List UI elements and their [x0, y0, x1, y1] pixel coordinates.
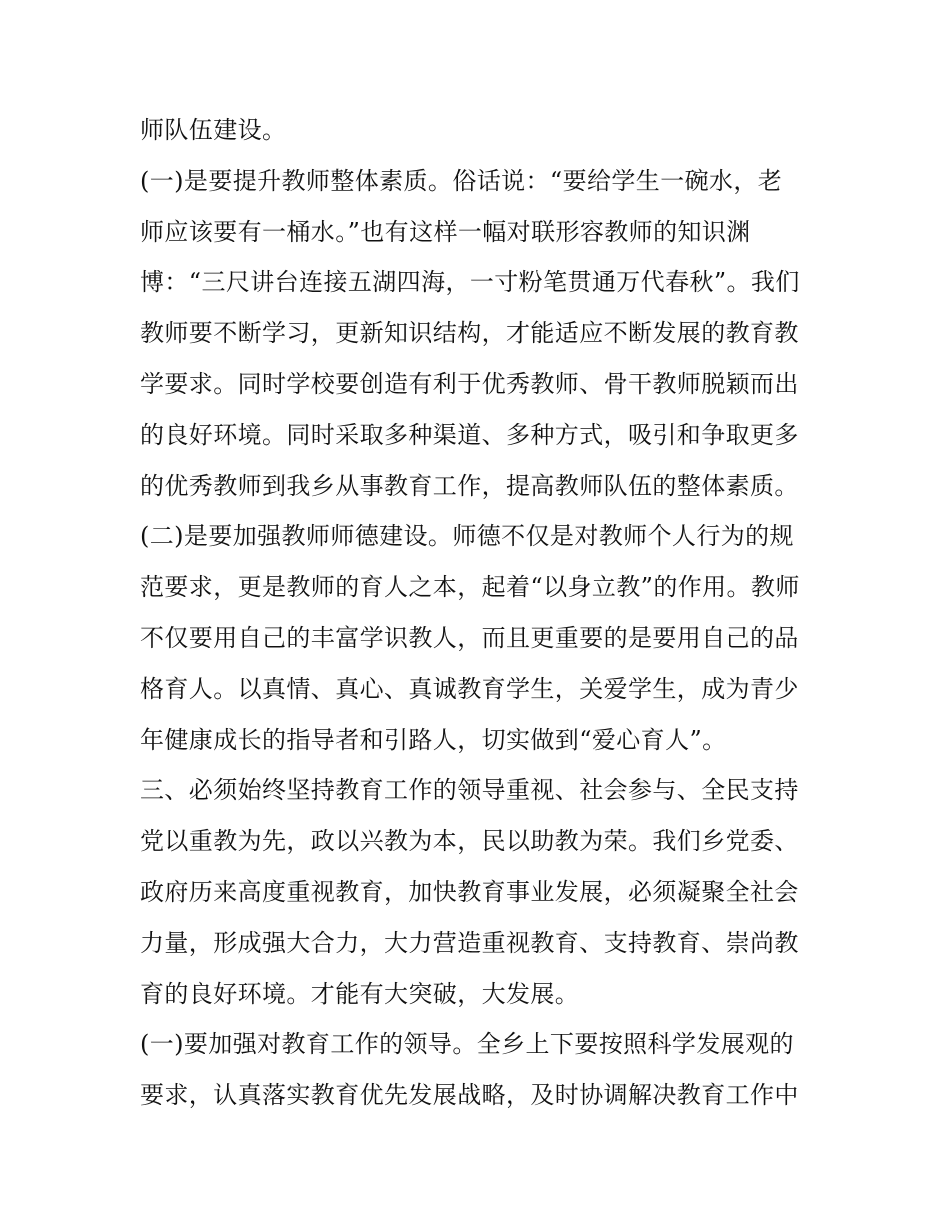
text-line: (一)是要提升教师整体素质。俗话说：“要给学生一碗水，老 [140, 166, 783, 195]
text-line: 范要求，更是教师的育人之本，起着“以身立教”的作用。教师 [140, 573, 800, 602]
text-line: 的良好环境。同时采取多种渠道、多种方式，吸引和争取更多 [140, 420, 799, 449]
document-body [140, 105, 812, 1121]
text-line: 教师要不断学习，更新知识结构，才能适应不断发展的教育教 [140, 319, 799, 348]
text-line: (一)要加强对教育工作的领导。全乡上下要按照科学发展观的 [140, 1030, 794, 1059]
text-line: 要求，认真落实教育优先发展战略，及时协调解决教育工作中 [140, 1081, 799, 1110]
text-line: 师队伍建设。 [140, 116, 287, 144]
text-line: 年健康成长的指导者和引路人，切实做到“爱心育人”。 [140, 725, 727, 754]
text-line: 博：“三尺讲台连接五湖四海，一寸粉笔贯通万代春秋”。我们 [140, 268, 800, 297]
text-line: 学要求。同时学校要创造有利于优秀教师、骨干教师脱颖而出 [140, 369, 799, 398]
text-line: 的优秀教师到我乡从事教育工作，提高教师队伍的整体素质。 [140, 471, 799, 500]
text-line: 党以重教为先，政以兴教为本，民以助教为荣。我们乡党委、 [140, 827, 799, 856]
text-line: 力量，形成强大合力，大力营造重视教育、支持教育、崇尚教 [140, 928, 799, 957]
text-line: (二)是要加强教师师德建设。师德不仅是对教师个人行为的规 [140, 522, 794, 551]
text-line: 政府历来高度重视教育，加快教育事业发展，必须凝聚全社会 [140, 877, 799, 906]
text-line: 不仅要用自己的丰富学识教人，而且更重要的是要用自己的品 [140, 623, 799, 652]
text-line: 三、必须始终坚持教育工作的领导重视、社会参与、全民支持 [140, 776, 799, 805]
text-line: 格育人。以真情、真心、真诚教育学生，关爱学生，成为青少 [140, 674, 799, 703]
text-line: 育的良好环境。才能有大突破，大发展。 [140, 979, 580, 1008]
text-line: 师应该要有一桶水。”也有这样一幅对联形容教师的知识渊 [140, 217, 751, 246]
